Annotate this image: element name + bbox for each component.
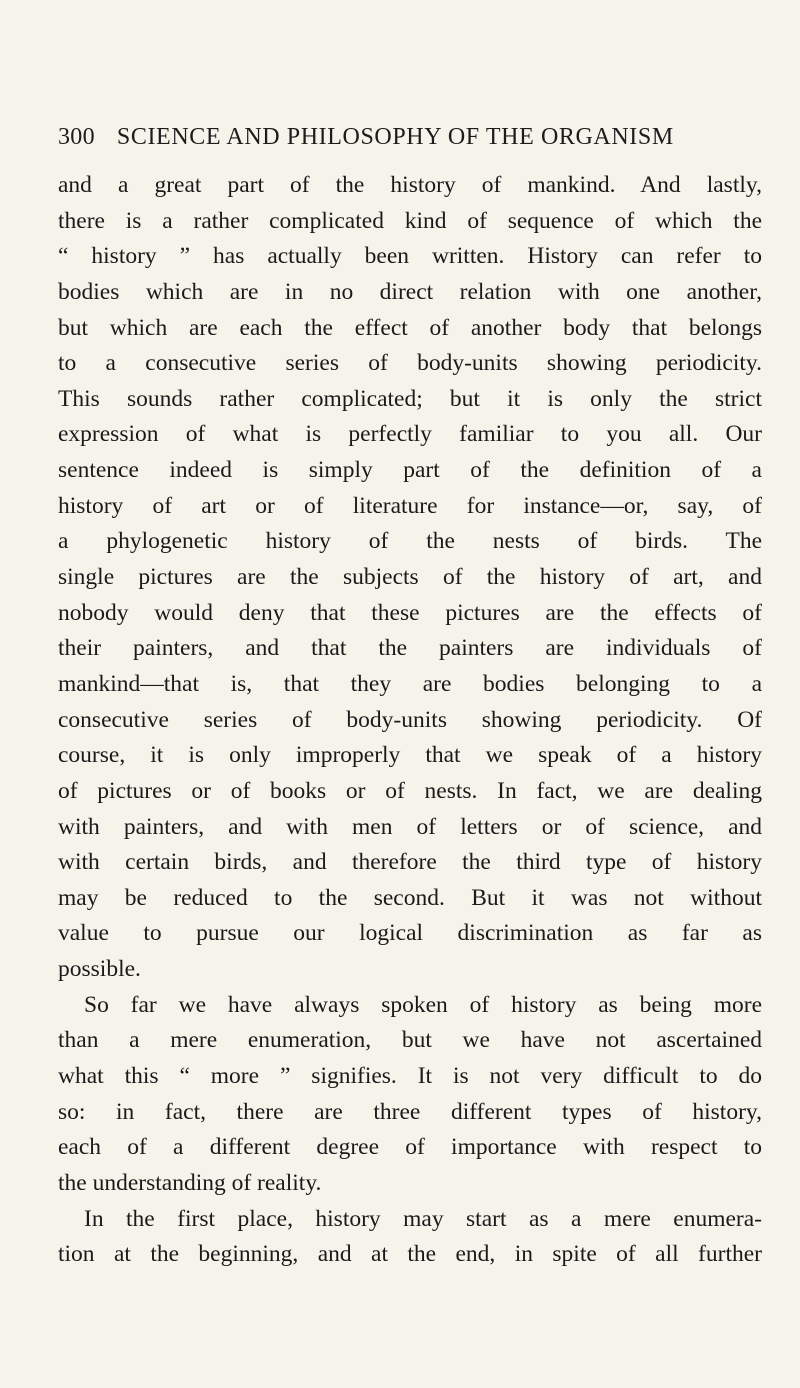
- text-line: may be reduced to the second. But it was not without: [58, 884, 762, 911]
- text-line: expression of what is perfectly familiar to you all. Our: [58, 421, 762, 448]
- paragraph-start-line: So far we have always spoken of history as being more: [84, 991, 762, 1018]
- text-line: consecutive series of body-units showing periodicity. Of: [58, 706, 762, 733]
- text-line: to a consecutive series of body-units showing periodicity.: [58, 350, 762, 377]
- running-title: SCIENCE AND PHILOSOPHY OF THE ORGANISM: [116, 124, 674, 150]
- text-line: single pictures are the subjects of the history of art, and: [58, 564, 762, 591]
- text-line: nobody would deny that these pictures are the effects of: [58, 599, 762, 626]
- paragraph-start-line: In the first place, history may start as a mere enumera-: [84, 1205, 762, 1232]
- body-text: [58, 168, 762, 1273]
- paragraph-end-line: the understanding of reality.: [58, 1169, 322, 1196]
- text-line: tion at the beginning, and at the end, in spite of all further: [58, 1241, 762, 1268]
- text-line: their painters, and that the painters are individuals of: [58, 635, 762, 662]
- text-line: each of a different degree of importance with respect to: [58, 1134, 762, 1161]
- text-line: with painters, and with men of letters or of science, and: [58, 813, 762, 840]
- text-line: with certain birds, and therefore the third type of history: [58, 849, 762, 876]
- page-number: 300: [58, 124, 95, 150]
- text-line: a phylogenetic history of the nests of birds. The: [58, 528, 762, 555]
- text-line: This sounds rather complicated; but it is only the strict: [58, 385, 762, 412]
- text-line: but which are each the effect of another body that belongs: [58, 314, 762, 341]
- text-line: so: in fact, there are three different types of history,: [58, 1098, 762, 1125]
- text-line: what this “ more ” signifies. It is not very difficult to do: [58, 1063, 762, 1090]
- text-line: “ history ” has actually been written. History can refer to: [58, 243, 762, 270]
- text-line: there is a rather complicated kind of sequence of which the: [58, 207, 762, 234]
- text-line: and a great part of the history of mankind. And lastly,: [58, 172, 762, 198]
- text-line: of pictures or of books or of nests. In fact, we are dealing: [58, 777, 762, 804]
- running-head: [58, 124, 758, 151]
- text-line: sentence indeed is simply part of the definition of a: [58, 457, 762, 484]
- text-line: course, it is only improperly that we speak of a history: [58, 742, 762, 769]
- text-line: value to pursue our logical discrimination as far as: [58, 920, 762, 947]
- text-line: mankind—that is, that they are bodies belonging to a: [58, 670, 762, 697]
- paragraph-end-line: possible.: [58, 956, 141, 983]
- text-line: history of art or of literature for instance—or, say, of: [58, 492, 762, 519]
- text-line: than a mere enumeration, but we have not ascertained: [58, 1027, 762, 1054]
- text-line: bodies which are in no direct relation with one another,: [58, 278, 762, 305]
